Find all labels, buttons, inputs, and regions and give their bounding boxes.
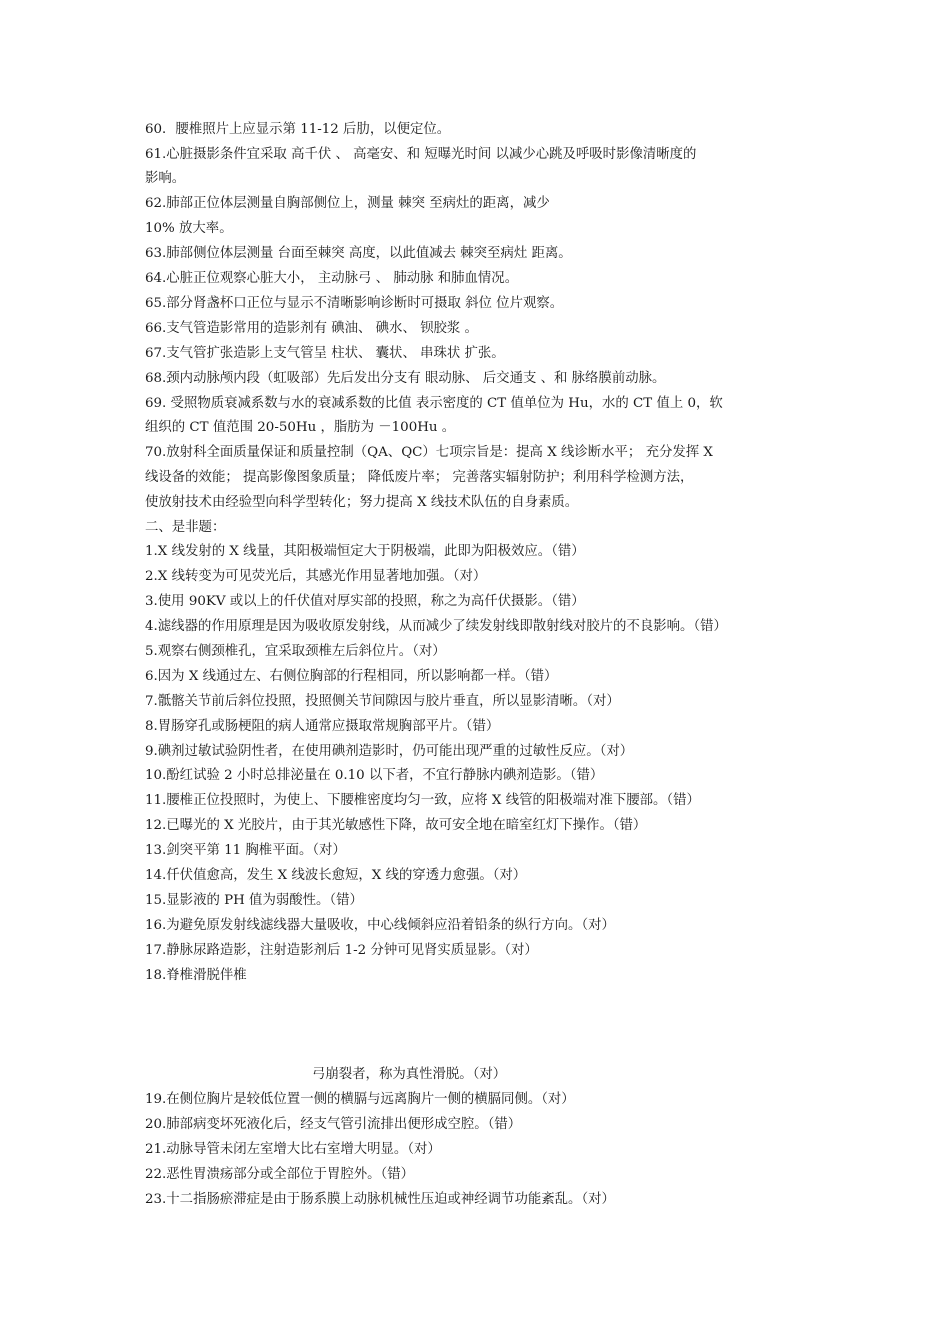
- tf-item-11: 11.腰椎正位投照时，为使上、下腰椎密度均匀一致，应将 X 线管的阳极端对准下腰部。（错）: [145, 793, 700, 808]
- text-line-61: 61.心脏摄影条件宜采取 高千伏 、 高毫安、和 短曝光时间 以减少心跳及呼吸时影像清晰度的: [145, 147, 697, 162]
- section-heading: 二、是非题：: [145, 520, 226, 535]
- text-line-70: 70.放射科全面质量保证和质量控制（QA、QC）七项宗旨是：提高 X 线诊断水平； 充分发挥 X: [145, 445, 713, 460]
- tf-item-19: 19.在侧位胸片是较低位置一侧的横膈与远离胸片一侧的横膈同侧。（对）: [145, 1092, 575, 1107]
- tf-item-21: 21.动脉导管未闭左室增大比右室增大明显。（对）: [145, 1142, 441, 1157]
- text-line-65: 65.部分肾盏杯口正位与显示不清晰影响诊断时可摄取 斜位 位片观察。: [145, 296, 564, 311]
- tf-item-18: 18.脊椎滑脱伴椎: [145, 968, 247, 983]
- tf-item-8: 8.胃肠穿孔或肠梗阻的病人通常应摄取常规胸部平片。（错）: [145, 719, 500, 734]
- text-line-64: 64.心脏正位观察心脏大小， 主动脉弓 、 肺动脉 和肺血情况。: [145, 271, 519, 286]
- tf-item-12: 12.已曝光的 X 光胶片，由于其光敏感性下降，故可安全地在暗室红灯下操作。（错）: [145, 818, 647, 833]
- text-line-61-cont: 影响。: [145, 171, 186, 186]
- tf-item-4: 4.滤线器的作用原理是因为吸收原发射线，从而减少了续发射线即散射线对胶片的不良影响。（错）: [145, 619, 727, 634]
- tf-item-13: 13.剑突平第 11 胸椎平面。（对）: [145, 843, 346, 858]
- text-line-70-cont-2: 使放射技术由经验型向科学型转化；努力提高 X 线技术队伍的自身素质。: [145, 495, 579, 510]
- tf-item-17: 17.静脉尿路造影，注射造影剂后 1-2 分钟可见肾实质显影。（对）: [145, 943, 538, 958]
- text-line-70-cont-1: 线设备的效能； 提高影像图象质量； 降低废片率； 完善落实辐射防护；利用科学检测方法，: [145, 470, 694, 485]
- tf-item-15: 15.显影液的 PH 值为弱酸性。（错）: [145, 893, 363, 908]
- tf-item-10: 10.酚红试验 2 小时总排泌量在 0.10 以下者，不宜行静脉内碘剂造影。（错）: [145, 768, 604, 783]
- tf-item-3: 3.使用 90KV 或以上的仟伏值对厚实部的投照，称之为高仟伏摄影。（错）: [145, 594, 585, 609]
- tf-item-5: 5.观察右侧颈椎孔，宜采取颈椎左后斜位片。（对）: [145, 644, 446, 659]
- tf-item-7: 7.骶髂关节前后斜位投照，投照侧关节间隙因与胶片垂直，所以显影清晰。（对）: [145, 694, 620, 709]
- tf-item-20: 20.肺部病变坏死液化后，经支气管引流排出便形成空腔。（错）: [145, 1117, 522, 1132]
- text-line-68: 68.颈内动脉颅内段（虹吸部）先后发出分支有 眼动脉、 后交通支 、和 脉络膜前动脉。: [145, 371, 666, 386]
- tf-item-2: 2.X 线转变为可见荧光后，其感光作用显著地加强。（对）: [145, 569, 487, 584]
- text-line-62: 62.肺部正位体层测量自胸部侧位上，测量 棘突 至病灶的距离，减少: [145, 196, 550, 211]
- tf-item-6: 6.因为 X 线通过左、右侧位胸部的行程相同，所以影响都一样。（错）: [145, 669, 558, 684]
- text-line-60: 60．腰椎照片上应显示第 11-12 后肋，以便定位。: [145, 122, 451, 137]
- text-line-62-cont: 10% 放大率。: [145, 221, 233, 236]
- tf-item-18-cont: 弓崩裂者，称为真性滑脱。（对）: [312, 1067, 507, 1082]
- tf-item-22: 22.恶性胃溃疡部分或全部位于胃腔外。（错）: [145, 1167, 415, 1182]
- tf-item-16: 16.为避免原发射线滤线器大量吸收，中心线倾斜应沿着铅条的纵行方向。（对）: [145, 918, 615, 933]
- text-line-69-cont: 组织的 CT 值范围 20-50Hu ，脂肪为 －100Hu 。: [145, 420, 456, 435]
- tf-item-9: 9.碘剂过敏试验阴性者，在使用碘剂造影时，仍可能出现严重的过敏性反应。（对）: [145, 744, 634, 759]
- tf-item-14: 14.仟伏值愈高，发生 X 线波长愈短，X 线的穿透力愈强。（对）: [145, 868, 527, 883]
- tf-item-23: 23.十二指肠瘀滞症是由于肠系膜上动脉机械性压迫或神经调节功能紊乱。（对）: [145, 1192, 615, 1207]
- tf-item-1: 1.X 线发射的 X 线量，其阳极端恒定大于阴极端，此即为阳极效应。（错）: [145, 544, 585, 559]
- text-line-66: 66.支气管造影常用的造影剂有 碘油、 碘水、 钡胶浆 。: [145, 321, 478, 336]
- text-line-67: 67.支气管扩张造影上支气管呈 柱状、 囊状、 串珠状 扩张。: [145, 346, 505, 361]
- text-line-63: 63.肺部侧位体层测量 台面至棘突 高度，以此值减去 棘突至病灶 距离。: [145, 246, 572, 261]
- text-line-69: 69. 受照物质衰减系数与水的衰减系数的比值 表示密度的 CT 值单位为 Hu，水的 CT 值上 0，软: [145, 396, 723, 411]
